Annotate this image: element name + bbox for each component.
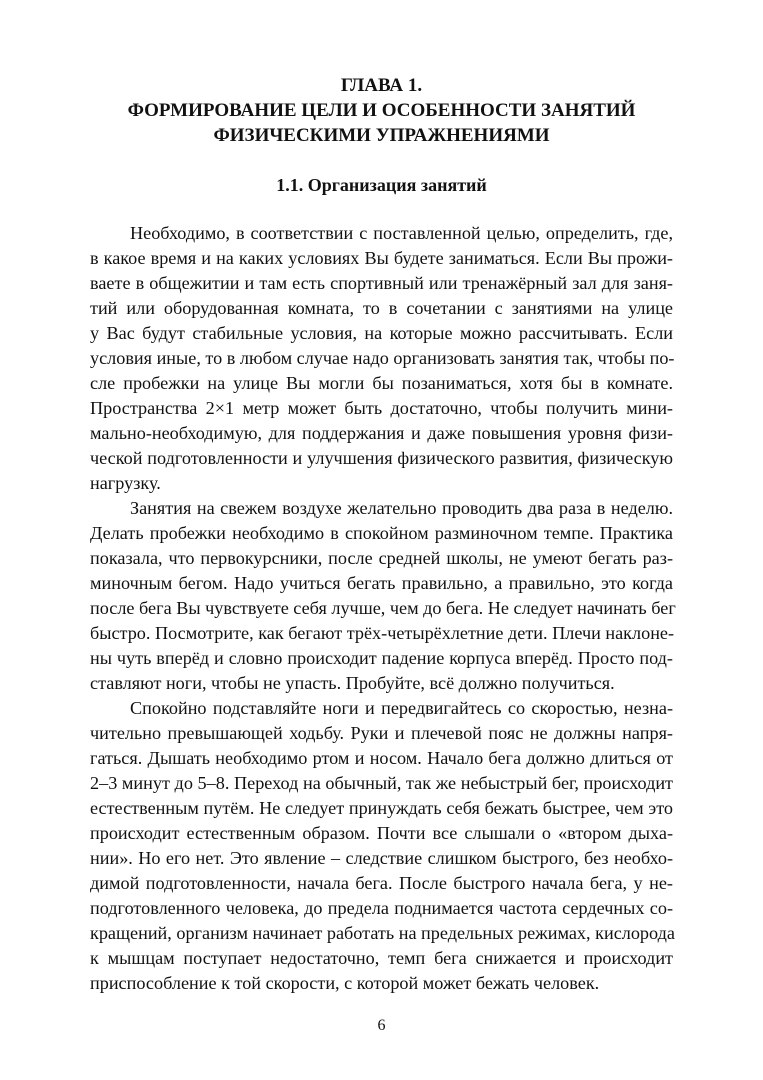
text-line: к мышцам поступает недостаточно, темп бега снижается и происходит: [90, 948, 673, 968]
text-line: быстро. Посмотрите, как бегают трёх-четырёхлетние дети. Плечи наклоне-: [90, 623, 675, 643]
text-line: нагрузку.: [90, 473, 161, 493]
text-line: у Вас будут стабильные условия, на которые можно рассчитывать. Если: [90, 323, 673, 343]
section-title: 1.1. Организация занятий: [276, 175, 487, 195]
text-line: ваете в общежитии и там есть спортивный или тренажёрный зал для заня-: [90, 273, 673, 293]
text-line: тий или оборудованная комната, то в сочетании с занятиями на улице: [90, 298, 673, 318]
text-line: миночным бегом. Надо учиться бегать правильно, а правильно, это когда: [90, 573, 673, 593]
text-line: после бега Вы чувствуете себя лучше, чем до бега. Не следует начинать бег: [90, 598, 676, 618]
chapter-title-line-2: ФИЗИЧЕСКИМИ УПРАЖНЕНИЯМИ: [213, 125, 550, 146]
text-line: чительно превышающей ходьбу. Руки и плечевой пояс не должны напря-: [90, 723, 673, 743]
text-line: Пространства 2×1 метр может быть достаточно, чтобы получить мини-: [90, 398, 673, 418]
text-line: подготовленного человека, до предела поднимается частота сердечных со-: [90, 898, 673, 918]
text-line: ставляют ноги, чтобы не упасть. Пробуйте, всё должно получиться.: [90, 673, 615, 693]
text-line: естественным путём. Не следует принуждать себя бежать быстрее, чем это: [90, 798, 673, 818]
page-number: 6: [377, 1017, 386, 1034]
text-line: показала, что первокурсники, после средней школы, не умеют бегать раз-: [90, 548, 673, 568]
text-line: Спокойно подставляйте ноги и передвигайтесь со скоростью, незна-: [130, 698, 673, 718]
text-line: кращений, организм начинает работать на предельных режимах, кислорода: [90, 923, 675, 943]
text-line: условия иные, то в любом случае надо организовать занятия так, чтобы по-: [90, 348, 675, 368]
chapter-number: ГЛАВА 1.: [340, 75, 423, 96]
text-line: димой подготовленности, начала бега. После быстрого начала бега, у не-: [90, 873, 673, 893]
text-line: Делать пробежки необходимо в спокойном разминочном темпе. Практика: [90, 523, 673, 543]
text-line: происходит естественным образом. Почти все слышали о «втором дыха-: [90, 823, 673, 843]
text-line: мально-необходимую, для поддержания и даже повышения уровня физи-: [90, 423, 673, 443]
text-line: Занятия на свежем воздухе желательно проводить два раза в неделю.: [130, 498, 673, 518]
text-line: гаться. Дышать необходимо ртом и носом. Начало бега должно длиться от: [90, 748, 673, 768]
chapter-title-line-1: ФОРМИРОВАНИЕ ЦЕЛИ И ОСОБЕННОСТИ ЗАНЯТИЙ: [127, 100, 636, 121]
text-line: нии». Но его нет. Это явление – следствие слишком быстрого, без необхо-: [90, 848, 673, 868]
text-line: ческой подготовленности и улучшения физического развития, физическую: [90, 448, 673, 468]
text-line: Необходимо, в соответствии с поставленной целью, определить, где,: [130, 223, 673, 243]
text-line: сле пробежки на улице Вы могли бы позаниматься, хотя бы в комнате.: [90, 373, 673, 393]
text-line: ны чуть вперёд и словно происходит падение корпуса вперёд. Просто под-: [90, 648, 673, 668]
text-line: в какое время и на каких условиях Вы будете заниматься. Если Вы прожи-: [90, 248, 673, 268]
text-line: 2–3 минут до 5–8. Переход на обычный, так же небыстрый бег, происходит: [90, 773, 673, 793]
text-line: приспособление к той скорости, с которой может бежать человек.: [90, 973, 600, 993]
